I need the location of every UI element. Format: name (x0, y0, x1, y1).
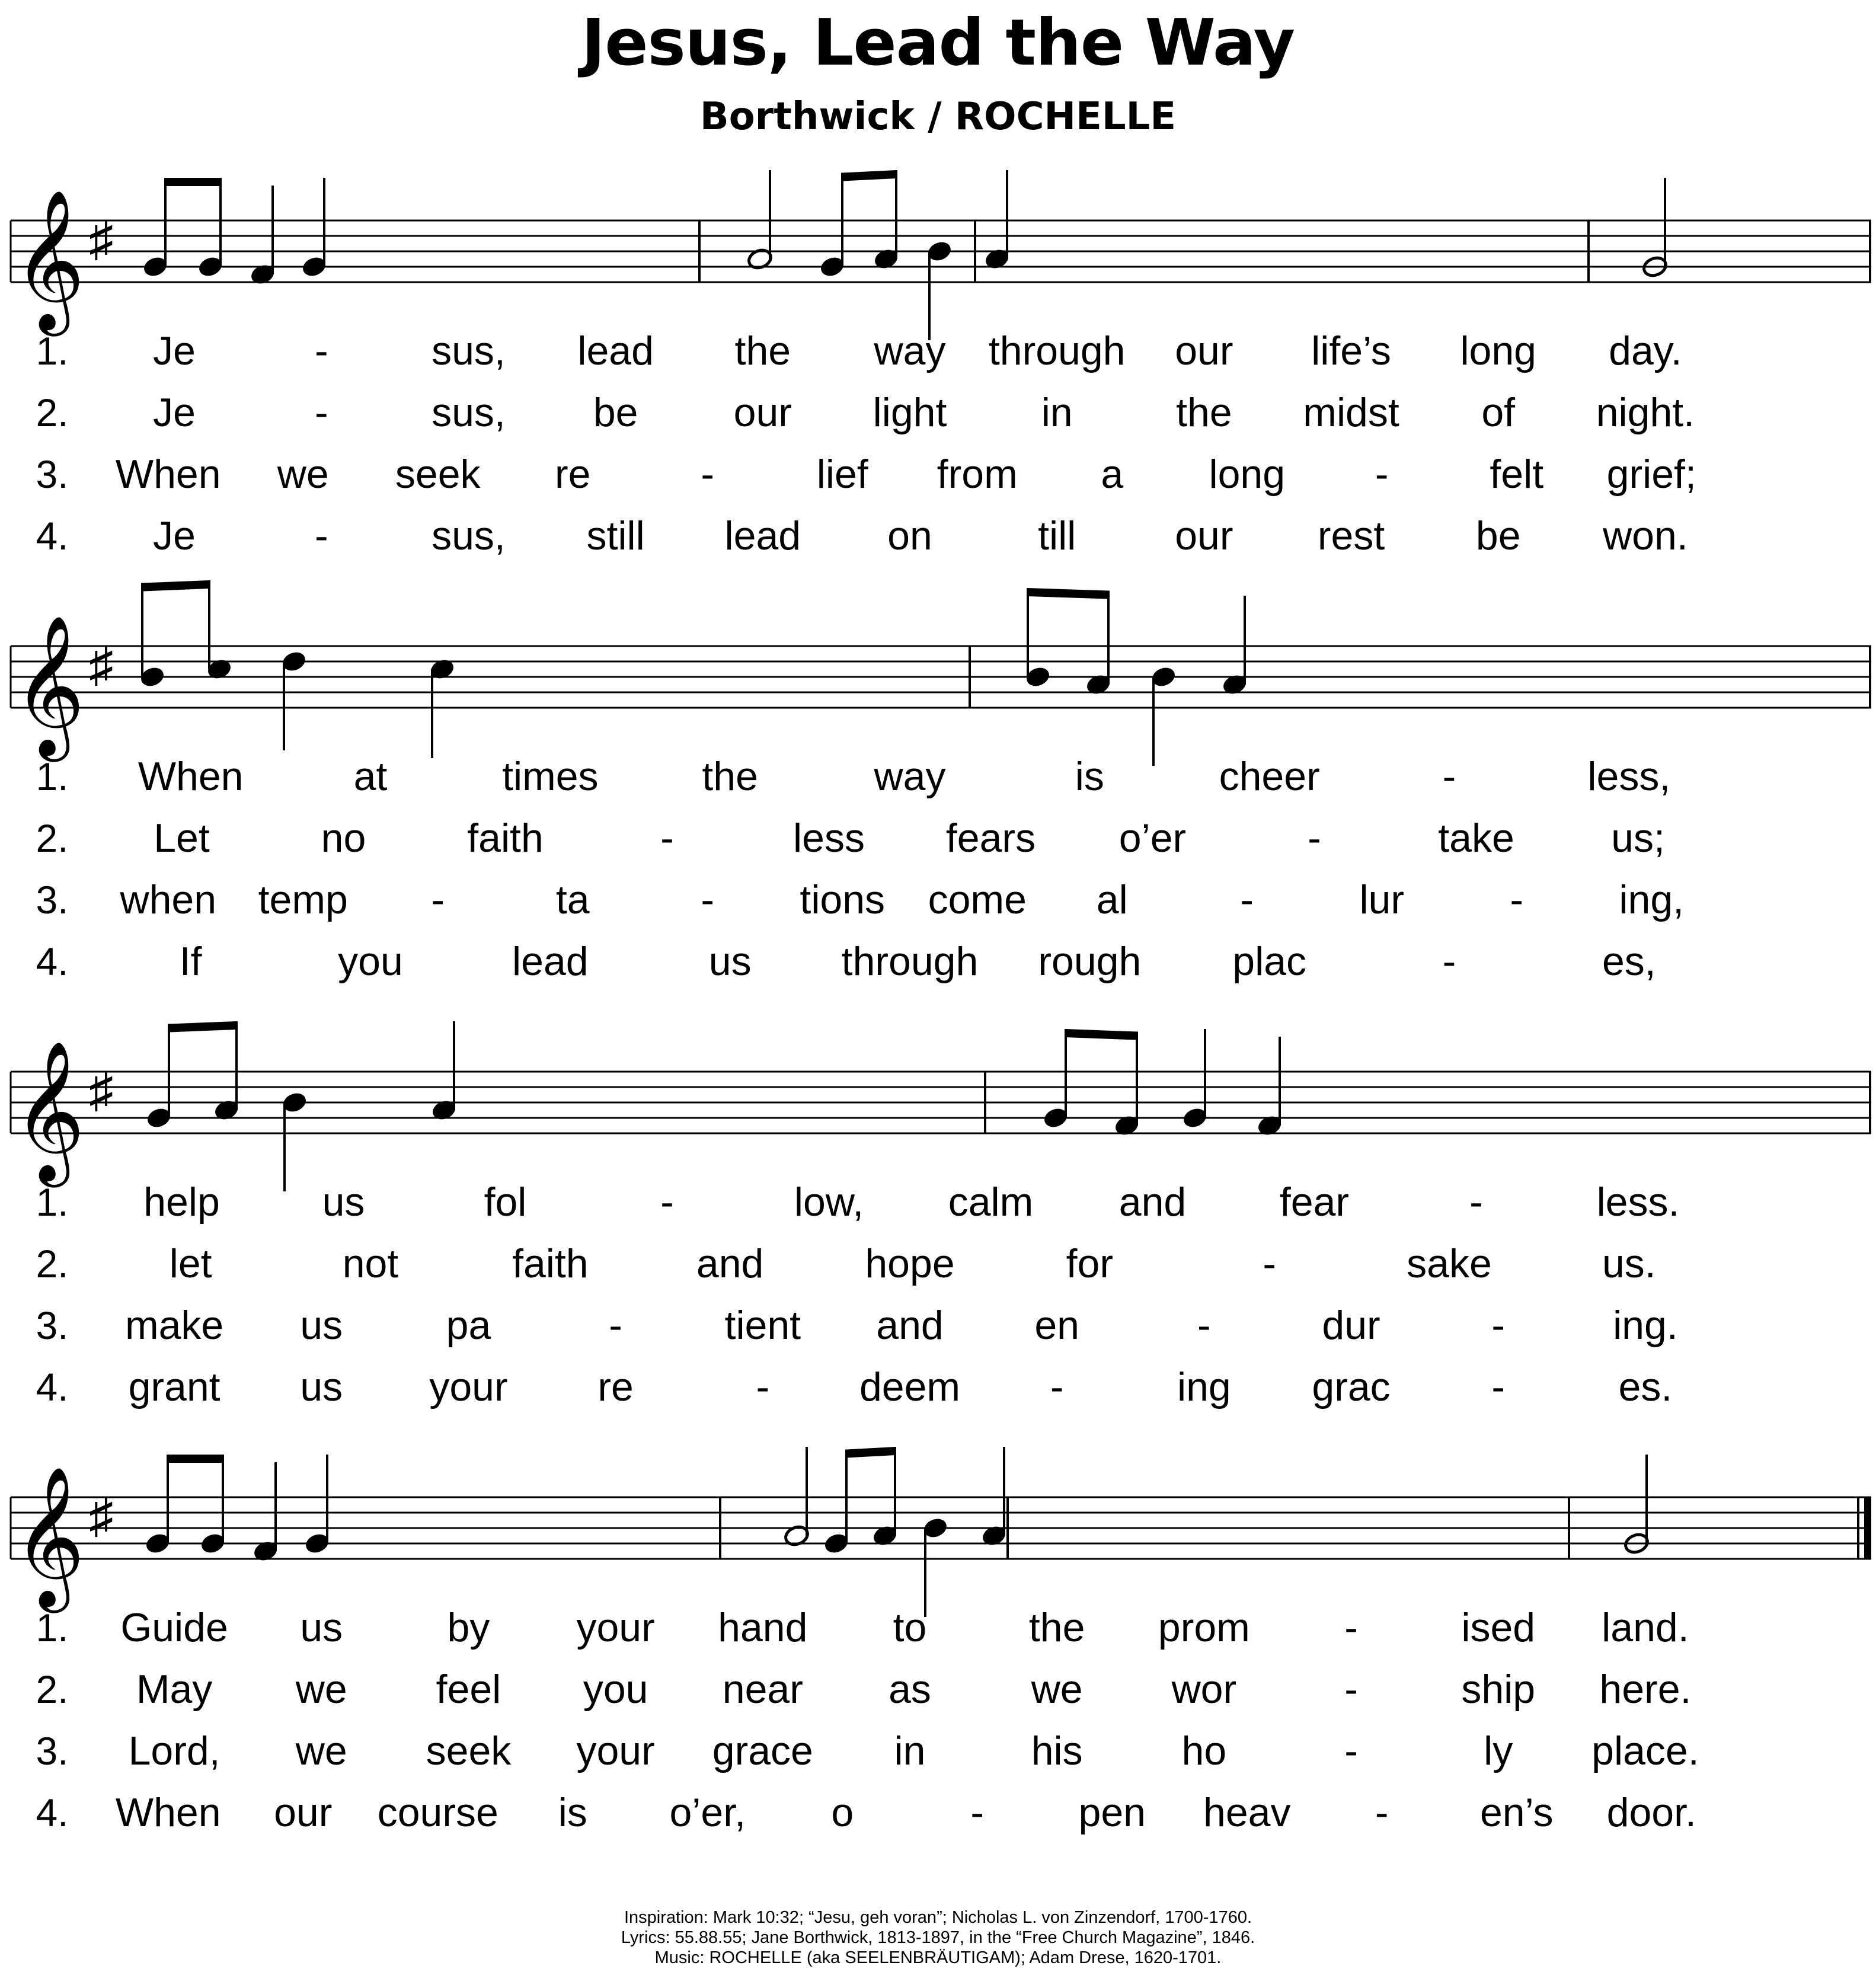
lyric-syllable: by (447, 1605, 490, 1650)
lyric-syllable: rough (1038, 939, 1142, 984)
lyric-syllable: ta (555, 877, 590, 922)
hyphen: - (701, 452, 715, 497)
lyric-syllable: midst (1303, 390, 1399, 435)
verse-line (36, 1790, 1696, 1835)
lyric-syllable: we (277, 452, 329, 497)
hyphen: - (314, 513, 328, 558)
lyric-syllable: less. (1596, 1180, 1680, 1225)
verse-line (36, 328, 1682, 373)
lyric-syllable: pen (1078, 1790, 1146, 1835)
lyric-syllable: make (124, 1303, 224, 1348)
hyphen: - (1442, 754, 1456, 799)
lyric-syllable: let (169, 1241, 212, 1286)
lyric-syllable: won. (1603, 513, 1688, 558)
verse-number: 1. (36, 755, 69, 798)
lyric-syllable: take (1438, 816, 1514, 861)
beam (165, 178, 220, 186)
hyphen: - (1308, 816, 1321, 861)
lyric-syllable: tient (724, 1303, 801, 1348)
hyphen: - (660, 1180, 674, 1225)
lyric-syllable: till (1038, 513, 1076, 558)
lyric-syllable: door. (1606, 1790, 1696, 1835)
verse-number: 2. (36, 1242, 69, 1286)
inspiration-credit: Inspiration: Mark 10:32; “Jesu, geh voran”; Nicholas L. von Zinzendorf, 1700-1760. (624, 1908, 1252, 1927)
verse-number: 1. (36, 329, 69, 373)
lyric-syllable: for (1066, 1241, 1114, 1286)
verse-line (36, 1180, 1679, 1225)
hyphen: - (1344, 1667, 1358, 1712)
verse-number: 4. (36, 939, 69, 983)
hyphen: - (1491, 1303, 1506, 1348)
hyphen: - (314, 328, 328, 373)
lyric-syllable: fear (1279, 1180, 1350, 1225)
lyric-syllable: as (889, 1667, 931, 1712)
lyric-syllable: faith (467, 816, 544, 861)
lyric-syllable: Je (153, 390, 196, 435)
verse-line (36, 939, 1656, 984)
lyric-syllable: hand (718, 1605, 808, 1650)
lyric-syllable: way (874, 328, 946, 373)
lyric-syllable: night. (1596, 390, 1695, 435)
lyric-syllable: low, (794, 1180, 864, 1225)
lyric-syllable: less, (1587, 754, 1671, 799)
treble-clef-icon: 𝄞 (13, 617, 85, 753)
beam (169, 1021, 237, 1033)
lyric-syllable: way (874, 754, 946, 799)
lyric-syllable: you (583, 1667, 648, 1712)
lyric-syllable: our (274, 1790, 333, 1835)
lyric-syllable: here. (1599, 1667, 1692, 1712)
lyric-syllable: light (873, 390, 947, 435)
lyric-syllable: grac (1312, 1364, 1391, 1410)
lyric-syllable: us. (1602, 1241, 1656, 1286)
lyric-syllable: no (321, 816, 366, 861)
lyric-syllable: lead (724, 513, 801, 558)
hyphen: - (1344, 1605, 1358, 1650)
staff-system (11, 1021, 1871, 1410)
treble-clef-icon: 𝄞 (13, 191, 85, 327)
verse-line (36, 1241, 1656, 1286)
lyric-syllable: from (937, 452, 1018, 497)
lyric-syllable: day. (1609, 328, 1682, 373)
lyric-syllable: en’s (1479, 1790, 1554, 1835)
key-signature-sharp-icon: ♯ (89, 212, 113, 266)
lyric-syllable: sus, (432, 513, 506, 558)
verse-number: 3. (36, 452, 69, 496)
verse-number: 2. (36, 391, 69, 434)
lyric-syllable: fol (484, 1180, 527, 1225)
treble-clef-icon: 𝄞 (13, 1043, 85, 1178)
music-credit: Music: ROCHELLE (aka SEELENBRÄUTIGAM); Adam Drese, 1620-1701. (654, 1948, 1222, 1967)
lyric-syllable: help (143, 1180, 220, 1225)
lyric-syllable: we (295, 1667, 347, 1712)
lyric-syllable: ing, (1619, 877, 1685, 922)
lyric-syllable: tions (800, 877, 886, 922)
lyric-syllable: Je (153, 328, 196, 373)
key-signature-sharp-icon: ♯ (89, 1488, 113, 1542)
lyric-syllable: temp (258, 877, 348, 922)
lyric-syllable: cheer (1219, 754, 1320, 799)
lyric-syllable: land. (1602, 1605, 1689, 1650)
lyric-syllable: lead (512, 939, 589, 984)
hyphen: - (701, 877, 715, 922)
beam (846, 1447, 895, 1458)
lyric-syllable: o’er, (669, 1790, 746, 1835)
verse-line (36, 1667, 1691, 1712)
lyric-syllable: us (300, 1364, 343, 1410)
lyric-syllable: ing (1177, 1364, 1231, 1410)
verse-number: 2. (36, 1667, 69, 1711)
lyric-syllable: come (928, 877, 1027, 922)
lyric-syllable: fears (945, 816, 1036, 861)
lyric-syllable: grant (128, 1364, 220, 1410)
treble-clef-icon: 𝄞 (13, 1468, 85, 1604)
lyric-syllable: us; (1611, 816, 1665, 861)
lyric-syllable: your (429, 1364, 508, 1410)
lyric-syllable: pa (446, 1303, 491, 1348)
lyric-syllable: en (1034, 1303, 1080, 1348)
lyric-syllable: seek (426, 1728, 512, 1773)
lyric-syllable: Let (154, 816, 210, 861)
credits-block (0, 1907, 1876, 1968)
verse-number: 3. (36, 1303, 69, 1347)
hyphen: - (1344, 1728, 1358, 1773)
beam (142, 580, 209, 592)
lyric-syllable: ised (1461, 1605, 1536, 1650)
lyric-syllable: us (300, 1303, 343, 1348)
lyric-syllable: deem (859, 1364, 961, 1410)
verse-line (36, 1364, 1672, 1410)
verse-line (36, 513, 1688, 558)
verse-number: 1. (36, 1606, 69, 1650)
verse-line (36, 754, 1670, 799)
lyric-syllable: us (708, 939, 752, 984)
lyric-syllable: the (702, 754, 758, 799)
beam (1066, 1029, 1137, 1040)
lyric-syllable: through (988, 328, 1126, 373)
lyric-syllable: lur (1359, 877, 1405, 922)
lyric-syllable: and (696, 1241, 764, 1286)
lyric-syllable: When (115, 1790, 221, 1835)
beam (842, 170, 896, 181)
lyric-syllable: the (1176, 390, 1232, 435)
lyric-syllable: sus, (432, 390, 506, 435)
hyphen: - (1375, 452, 1389, 497)
lyric-syllable: prom (1158, 1605, 1250, 1650)
lyric-syllable: be (593, 390, 638, 435)
verse-number: 4. (36, 1791, 69, 1834)
lyric-syllable: the (734, 328, 791, 373)
lyric-syllable: grace (712, 1728, 813, 1773)
lyric-syllable: When (115, 452, 221, 497)
lyric-syllable: re (597, 1364, 634, 1410)
lyric-syllable: your (576, 1728, 655, 1773)
lyric-syllable: heav (1203, 1790, 1291, 1835)
lyric-syllable: sake (1407, 1241, 1492, 1286)
hyphen: - (1263, 1241, 1276, 1286)
lyric-syllable: at (353, 754, 388, 799)
lyric-syllable: felt (1490, 452, 1544, 497)
verse-number: 4. (36, 514, 69, 558)
lyric-syllable: our (733, 390, 792, 435)
lyric-syllable: still (586, 513, 645, 558)
lyric-syllable: es. (1618, 1364, 1673, 1410)
lyric-syllable: re (555, 452, 591, 497)
lyric-syllable: sus, (432, 328, 506, 373)
lyric-syllable: hope (865, 1241, 955, 1286)
lyric-syllable: ing. (1613, 1303, 1678, 1348)
verse-line (36, 390, 1695, 435)
verse-number: 3. (36, 878, 69, 922)
lyric-syllable: seek (395, 452, 481, 497)
lyric-syllable: faith (512, 1241, 589, 1286)
key-signature-sharp-icon: ♯ (89, 637, 113, 691)
lyric-syllable: us (322, 1180, 365, 1225)
hyphen: - (1197, 1303, 1211, 1348)
lyric-syllable: place. (1591, 1728, 1699, 1773)
verse-number: 4. (36, 1365, 69, 1409)
final-barline-thick (1864, 1497, 1871, 1559)
lyric-syllable: through (841, 939, 979, 984)
lyric-syllable: times (502, 754, 599, 799)
hyphen: - (1491, 1364, 1506, 1410)
lyric-syllable: in (1041, 390, 1073, 435)
lyric-syllable: his (1031, 1728, 1083, 1773)
lyric-syllable: is (558, 1790, 587, 1835)
verse-line (36, 1605, 1689, 1650)
lyric-syllable: Lord, (128, 1728, 220, 1773)
hyphen: - (660, 816, 674, 861)
hyphen: - (609, 1303, 622, 1348)
staff-system (11, 170, 1871, 558)
staff-system (11, 1447, 1871, 1835)
lyric-syllable: May (136, 1667, 213, 1712)
lyric-syllable: es, (1602, 939, 1656, 984)
lyrics-credit: Lyrics: 55.88.55; Jane Borthwick, 1813-1897, in the “Free Church Magazine”, 1846. (621, 1928, 1255, 1947)
lyric-syllable: ship (1461, 1667, 1536, 1712)
lyric-syllable: not (342, 1241, 399, 1286)
lyric-syllable: ho (1181, 1728, 1227, 1773)
lyric-syllable: in (894, 1728, 926, 1773)
lyric-syllable: our (1175, 328, 1233, 373)
lyric-syllable: and (876, 1303, 944, 1348)
hyphen: - (1442, 939, 1456, 984)
lyric-syllable: us (300, 1605, 343, 1650)
verse-line (36, 877, 1684, 922)
hyphen: - (1375, 1790, 1389, 1835)
lyric-syllable: wor (1171, 1667, 1237, 1712)
lyric-syllable: we (295, 1728, 347, 1773)
verse-number: 3. (36, 1729, 69, 1773)
lyric-syllable: grief; (1606, 452, 1696, 497)
verse-line (36, 1303, 1677, 1348)
hyphen: - (314, 390, 328, 435)
lyric-syllable: to (893, 1605, 927, 1650)
verse-number: 2. (36, 816, 69, 860)
verse-number: 1. (36, 1180, 69, 1224)
lyric-syllable: on (887, 513, 932, 558)
verse-line (36, 1728, 1699, 1773)
lyric-syllable: Guide (120, 1605, 228, 1650)
lyric-syllable: rest (1317, 513, 1385, 558)
lyric-syllable: and (1118, 1180, 1187, 1225)
lyric-syllable: long (1209, 452, 1286, 497)
lyric-syllable: the (1028, 1605, 1085, 1650)
hymn-title: Jesus, Lead the Way (581, 6, 1295, 80)
lyric-syllable: long (1460, 328, 1537, 373)
lyric-syllable: o’er (1118, 816, 1187, 861)
lyric-syllable: you (338, 939, 403, 984)
hyphen: - (431, 877, 445, 922)
lyric-syllable: If (179, 939, 202, 984)
verse-line (36, 816, 1664, 861)
hyphen: - (1510, 877, 1524, 922)
hyphen: - (1050, 1364, 1064, 1410)
hyphen: - (970, 1790, 985, 1835)
hyphen: - (756, 1364, 770, 1410)
lyric-syllable: lief (816, 452, 868, 497)
lyric-syllable: we (1031, 1667, 1083, 1712)
lyric-syllable: lead (577, 328, 654, 373)
lyric-syllable: al (1096, 877, 1128, 922)
beam (168, 1455, 223, 1463)
lyric-syllable: plac (1232, 939, 1307, 984)
hyphen: - (1240, 877, 1254, 922)
beam (1028, 588, 1108, 599)
lyric-syllable: of (1481, 390, 1516, 435)
lyric-syllable: When (138, 754, 244, 799)
lyric-syllable: a (1101, 452, 1124, 497)
lyric-syllable: our (1175, 513, 1233, 558)
lyric-syllable: Je (153, 513, 196, 558)
hyphen: - (1469, 1180, 1483, 1225)
lyric-syllable: near (722, 1667, 803, 1712)
lyric-syllable: feel (436, 1667, 501, 1712)
lyric-syllable: is (1075, 754, 1104, 799)
lyric-syllable: your (576, 1605, 655, 1650)
lyric-syllable: calm (948, 1180, 1034, 1225)
lyric-syllable: when (120, 877, 217, 922)
lyric-syllable: less (793, 816, 865, 861)
staff-system (11, 580, 1871, 984)
lyric-syllable: o (831, 1790, 854, 1835)
lyric-syllable: be (1475, 513, 1521, 558)
lyric-syllable: life’s (1311, 328, 1391, 373)
hymn-subtitle: Borthwick / ROCHELLE (699, 95, 1177, 139)
lyric-syllable: ly (1484, 1728, 1513, 1773)
lyric-syllable: course (377, 1790, 498, 1835)
key-signature-sharp-icon: ♯ (89, 1063, 113, 1117)
verse-line (36, 452, 1696, 497)
lyric-syllable: dur (1322, 1303, 1380, 1348)
